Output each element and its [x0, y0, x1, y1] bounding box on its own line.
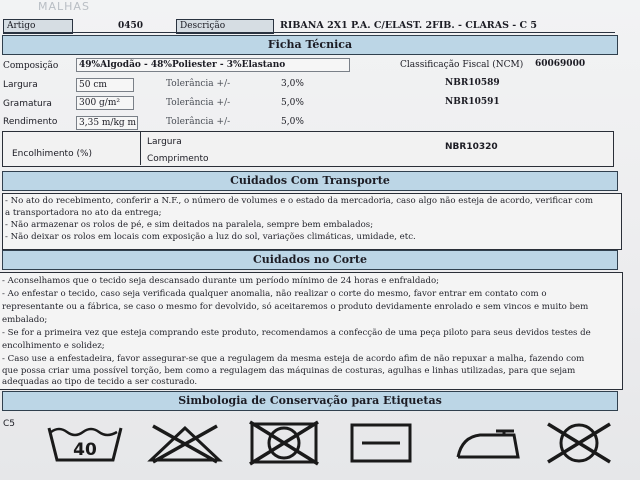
wash-temp: 40: [73, 440, 97, 460]
transporte-line: - No ato do recebimento, conferir a N.F., o número de volumes e o estado da mercadoria, caso algo não esteja de acordo, verificar com: [5, 196, 593, 206]
largura-value: 50 cm: [76, 78, 134, 92]
brand-logo: MALHAS: [38, 0, 90, 13]
transporte-title: Cuidados Com Transporte: [2, 171, 618, 191]
encolhimento-label: Encolhimento (%): [12, 149, 93, 159]
corte-line: adequadas ao tipo de tecido a ser costurado.: [2, 377, 198, 387]
largura-tol-label: Tolerância +/-: [166, 79, 231, 89]
encolhimento-panel: [2, 131, 614, 167]
rendimento-label: Rendimento: [3, 117, 58, 127]
encolhimento-divider: [140, 131, 141, 165]
ncm-label: Classificação Fiscal (NCM): [400, 60, 524, 70]
largura-label: Largura: [3, 80, 38, 90]
gramatura-tol-value: 5,0%: [281, 98, 304, 108]
encolhimento-largura: Largura: [147, 137, 182, 147]
simbologia-title: Simbologia de Conservação para Etiquetas: [2, 391, 618, 411]
gramatura-label: Gramatura: [3, 99, 52, 109]
corte-line: embalado;: [2, 315, 48, 325]
composicao-value: 49%Algodão - 48%Poliester - 3%Elastano: [76, 58, 350, 72]
transporte-panel: [2, 193, 622, 250]
simbologia-code: C5: [3, 419, 16, 429]
header-divider: [3, 32, 615, 33]
rendimento-tol-label: Tolerância +/-: [166, 117, 231, 127]
corte-line: - Ao enfestar o tecido, caso seja verificada qualquer anomalia, não realizar o corte do mesmo, favor entrar em contato com o: [2, 289, 547, 299]
corte-line: - Caso use a enfestadeira, favor assegurar-se que a regulagem da mesma esteja de acordo afim de não repuxar a malha, fazendo com: [2, 354, 585, 364]
do-not-bleach-icon: [147, 424, 223, 468]
transporte-line: - Não armazenar os rolos de pé, e sim deitados na paralela, sempre bem embalados;: [5, 220, 374, 230]
rendimento-tol-value: 5,0%: [281, 117, 304, 127]
descricao-label: Descrição: [176, 19, 274, 34]
corte-line: encolhimento e solidez;: [2, 341, 105, 351]
transporte-line: - Não deixar os rolos em locais com exposição a luz do sol, variações climáticas, umidade, etc.: [5, 232, 416, 242]
rendimento-value: 3,35 m/kg m: [76, 116, 138, 130]
largura-tol-value: 3,0%: [281, 79, 304, 89]
corte-line: - Se for a primeira vez que esteja comprando este produto, recomendamos a confecção de uma peça piloto para seus devidos testes de: [2, 328, 591, 338]
do-not-dry-clean-icon: [544, 421, 614, 469]
do-not-tumble-dry-icon: [248, 421, 320, 469]
composicao-label: Composição: [3, 61, 59, 71]
gramatura-tol-label: Tolerância +/-: [166, 98, 231, 108]
corte-line: - Aconselhamos que o tecido seja descansado durante um período mínimo de 24 horas e enfraldado;: [2, 276, 440, 286]
gramatura-value: 300 g/m²: [76, 96, 134, 110]
iron-icon: [452, 425, 524, 467]
descricao-value: RIBANA 2X1 P.A. C/ELAST. 2FIB. - CLARAS - C 5: [280, 20, 537, 31]
corte-panel: [0, 272, 623, 390]
encolhimento-norma: NBR10320: [445, 142, 498, 152]
corte-line: representante ou a fábrica, se caso o mesmo for devolvido, só aceitaremos o produto devidamente enrolado e sem vincos e muito bem: [2, 302, 589, 312]
corte-line: que possa criar uma possível torção, bem como a regulagem das máquinas de costuras, agulhas e linhas utilizadas, para que sejam: [2, 366, 576, 376]
ncm-value: 60069000: [535, 59, 586, 69]
artigo-label: Artigo: [3, 19, 73, 34]
ficha-tecnica-title: Ficha Técnica: [2, 35, 618, 55]
transporte-line: a transportadora no ato da entrega;: [5, 208, 162, 218]
encolhimento-comprimento: Comprimento: [147, 154, 209, 164]
artigo-value: 0450: [118, 21, 144, 31]
wash-40-icon: [47, 424, 123, 468]
gramatura-norma: NBR10591: [445, 97, 500, 107]
largura-norma: NBR10589: [445, 78, 500, 88]
line-dry-icon: [350, 423, 412, 467]
corte-title: Cuidados no Corte: [2, 250, 618, 270]
